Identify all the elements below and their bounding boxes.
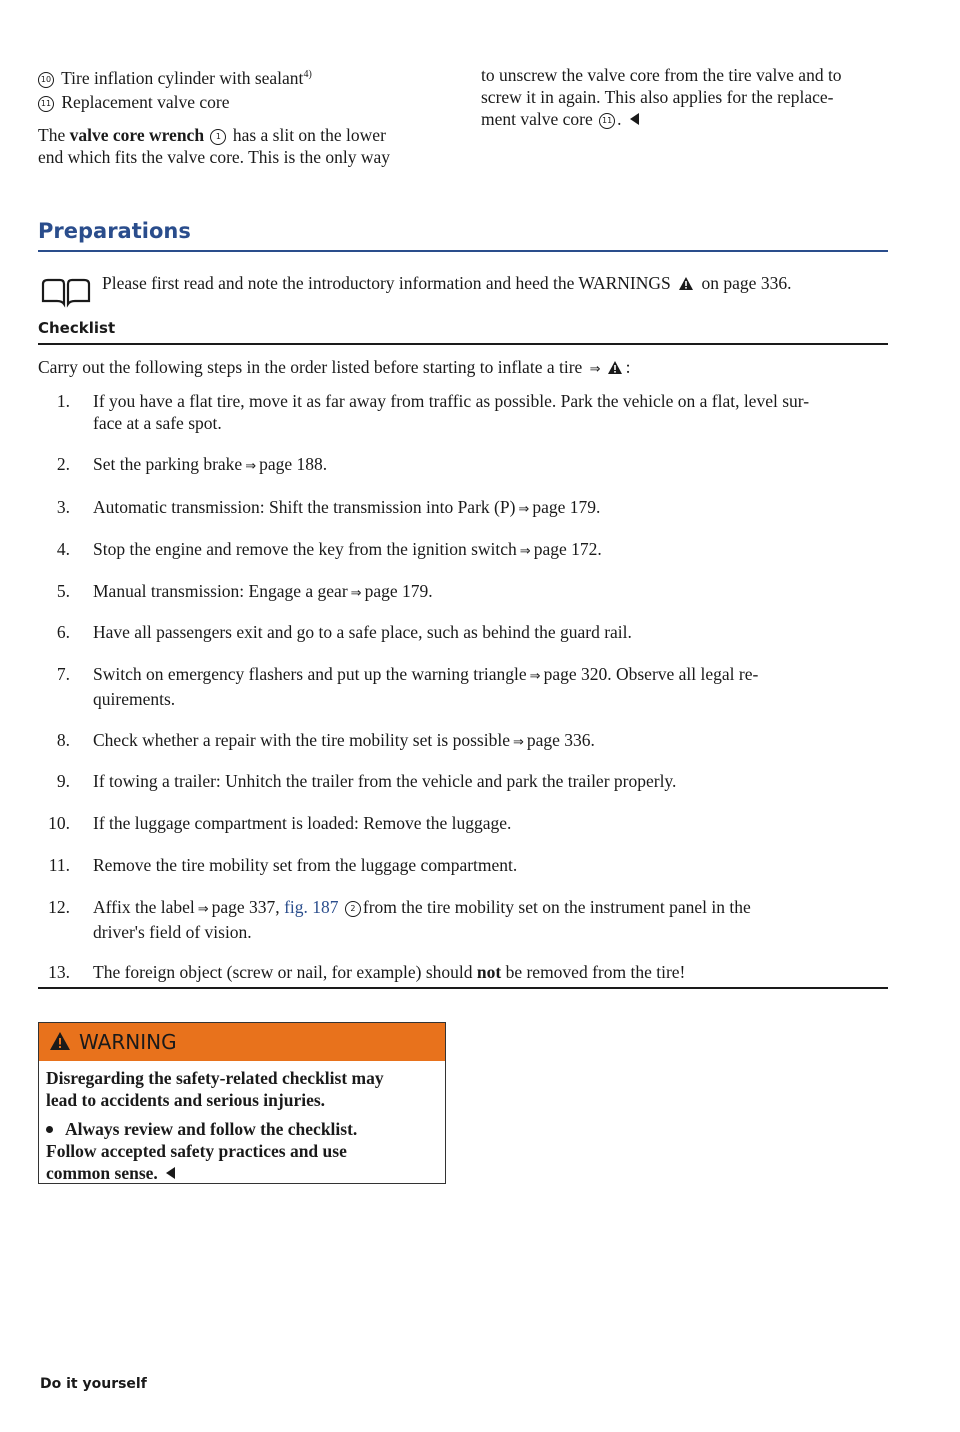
step-text: The foreign object (screw or nail, for example) should [93, 962, 477, 982]
book-icon [40, 276, 92, 313]
step-number: 3. [56, 497, 70, 517]
footnote-ref: 4) [303, 69, 312, 80]
end-of-section-icon [630, 113, 639, 125]
step-number: 7. [56, 664, 70, 684]
warning-text: Always review and follow the checklist. [65, 1119, 358, 1139]
step-number: 1. [56, 391, 70, 411]
step-text: If you have a flat tire, move it as far away from traffic as possible. Park the vehicle on a flat, level sur- [93, 391, 810, 411]
page-ref-link[interactable]: page 179. [364, 581, 433, 601]
note-text [102, 272, 892, 296]
arrow-icon: ⇒ [519, 544, 531, 559]
step-text: If towing a trailer: Unhitch the trailer from the vehicle and park the trailer properly. [93, 771, 677, 791]
step-number: 4. [56, 539, 70, 559]
step-text: Stop the engine and remove the key from the ignition switch [93, 539, 517, 559]
page-ref-link[interactable]: page 188. [259, 454, 328, 474]
page-footer: Do it yourself [40, 1376, 147, 1392]
callout-10-icon: 10 [38, 72, 54, 88]
intro-text: screw it in again. This also applies for the replace- [481, 87, 834, 107]
note-body: Please first read and note the introductory information and heed the WARNINGS [102, 273, 671, 293]
arrow-icon: ⇒ [589, 362, 601, 377]
step-text: Affix the label [93, 897, 195, 917]
bullet-icon [46, 1126, 53, 1133]
valve-core-wrench-term: valve core wrench [69, 125, 205, 145]
section-rule [38, 250, 888, 252]
intro-text: to unscrew the valve core from the tire valve and to [481, 65, 842, 85]
warning-box [38, 1022, 446, 1184]
page-ref-link[interactable]: page 179. [532, 497, 601, 517]
intro-text: end which fits the valve core. This is the only way [38, 147, 391, 167]
step-number: 2. [56, 454, 70, 474]
step-text: If the luggage compartment is loaded: Remove the luggage. [93, 813, 512, 833]
end-of-section-icon [166, 1167, 175, 1179]
arrow-icon: ⇒ [512, 735, 524, 750]
intro-right-paragraph [481, 64, 901, 130]
warning-title: WARNING [79, 1030, 177, 1054]
section-title: Preparations [38, 219, 191, 243]
step-text: face at a safe spot. [93, 413, 222, 433]
page-ref-link[interactable]: page 172. [533, 539, 602, 559]
emphasis-text: not [476, 962, 502, 982]
checklist-heading: Checklist [38, 319, 116, 337]
step-number: 9. [56, 771, 70, 791]
warning-text: Follow accepted safety practices and use [46, 1141, 347, 1161]
page-ref-link[interactable]: page 337, [211, 897, 285, 917]
step-text: Automatic transmission: Shift the transmission into Park (P) [93, 497, 516, 517]
warning-triangle-icon [678, 274, 694, 296]
callout-11-icon: 11 [38, 96, 54, 112]
warning-text: common sense. [46, 1163, 158, 1183]
step-text: Set the parking brake [93, 454, 243, 474]
step-text: driver's field of vision. [93, 922, 252, 942]
warning-triangle-icon [607, 358, 623, 380]
arrow-icon: ⇒ [518, 502, 530, 517]
callout-2-icon: 2 [345, 901, 361, 917]
warning-triangle-icon [49, 1025, 71, 1063]
step-number: 6. [56, 622, 70, 642]
arrow-icon: ⇒ [245, 459, 257, 474]
step-number: 12. [48, 897, 70, 917]
step-number: 8. [56, 730, 70, 750]
checklist-intro [38, 356, 888, 381]
intro-text: ment valve core [481, 109, 593, 129]
step-text: Remove the tire mobility set from the luggage compartment. [93, 855, 518, 875]
page-ref-link[interactable]: page 320. Observe all legal re- [543, 664, 759, 684]
step-text: from the tire mobility set on the instrument panel in the [362, 897, 751, 917]
step-number: 5. [56, 581, 70, 601]
arrow-icon: ⇒ [350, 586, 362, 601]
intro-text: . [617, 109, 622, 129]
intro-left-paragraph [38, 124, 458, 168]
step-text: be removed from the tire! [501, 962, 686, 982]
callout-1-icon: 1 [210, 129, 226, 145]
step-number: 13. [48, 962, 70, 982]
warning-text: lead to accidents and serious injuries. [46, 1090, 326, 1110]
intro-text: has a slit on the lower [228, 125, 386, 145]
checklist-bottom-rule [38, 987, 888, 989]
arrow-icon: ⇒ [529, 669, 541, 684]
warning-header [39, 1023, 445, 1061]
legend-item-11-text: Replacement valve core [61, 92, 230, 112]
legend-item-11 [38, 91, 458, 113]
checklist-top-rule [38, 343, 888, 345]
page-ref-link[interactable]: page 336. [526, 730, 595, 750]
arrow-icon: ⇒ [197, 902, 209, 917]
figure-ref-link[interactable]: fig. 187 [284, 897, 339, 917]
step-text: Have all passengers exit and go to a safe place, such as behind the guard rail. [93, 622, 632, 642]
warning-body [39, 1061, 445, 1184]
step-number: 10. [48, 813, 70, 833]
intro-text: The [38, 125, 70, 145]
checklist-intro-text: Carry out the following steps in the order listed before starting to inflate a tire [38, 357, 583, 377]
step-text: quirements. [93, 689, 176, 709]
warning-text: Disregarding the safety-related checklist may [46, 1068, 384, 1088]
step-text: Switch on emergency flashers and put up the warning triangle [93, 664, 527, 684]
step-text: Check whether a repair with the tire mobility set is possible [93, 730, 510, 750]
legend-item-10-text: Tire inflation cylinder with sealant [61, 67, 304, 88]
legend-item-10 [38, 64, 458, 89]
checklist-intro-text: : [625, 357, 631, 377]
step-number: 11. [48, 855, 70, 875]
step-text: Manual transmission: Engage a gear [93, 581, 348, 601]
note-page-ref: on page 336. [697, 273, 792, 293]
callout-11-icon: 11 [599, 113, 615, 129]
